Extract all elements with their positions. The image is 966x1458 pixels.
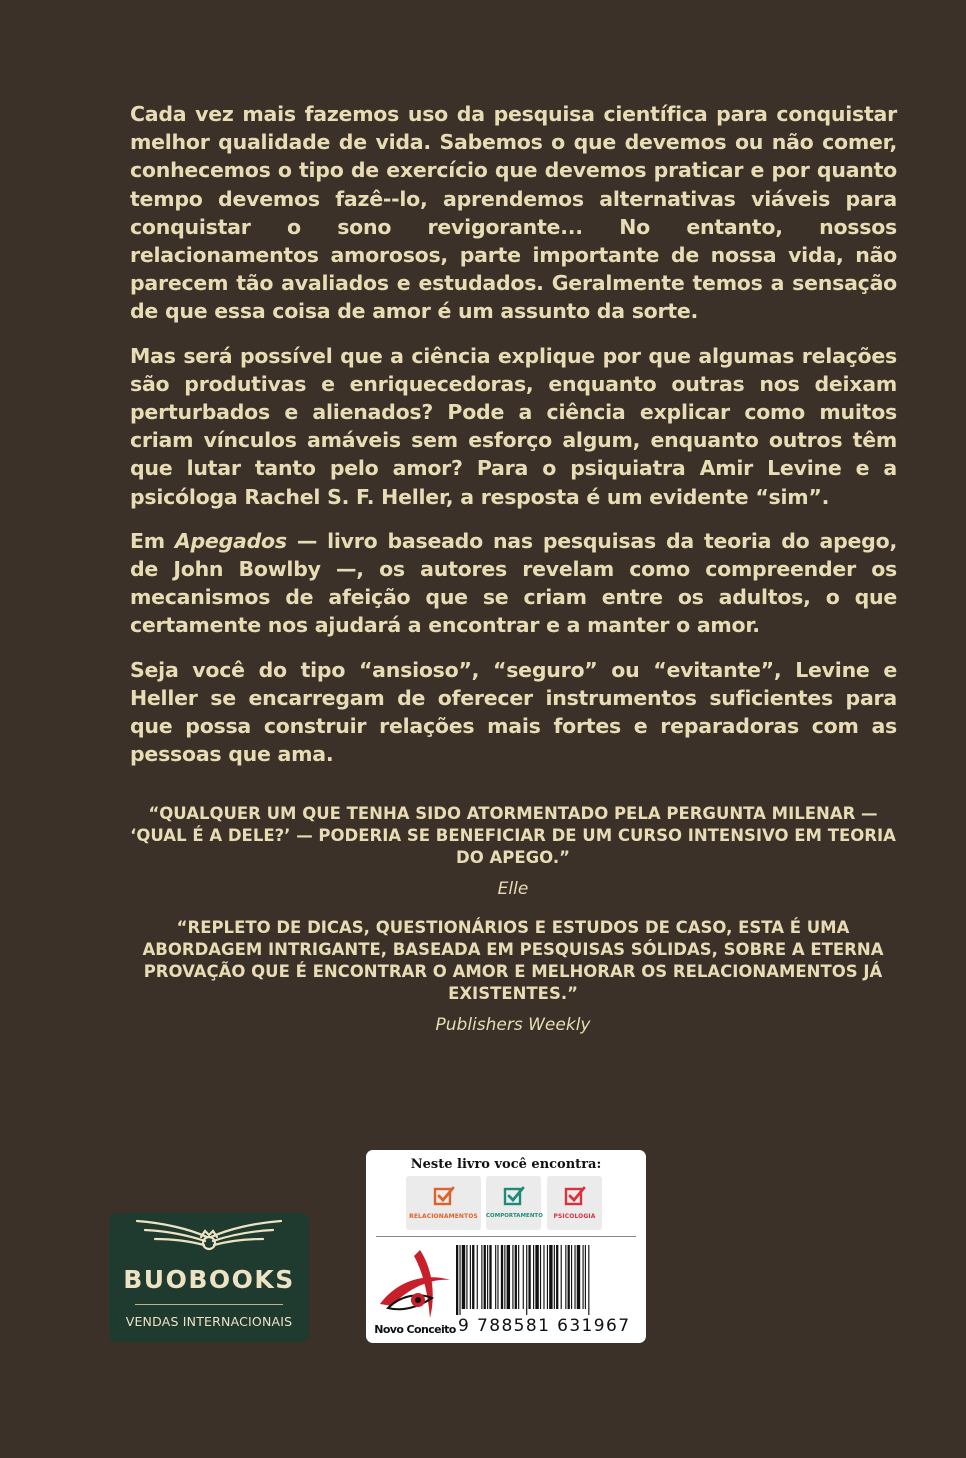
barcode-bar bbox=[568, 1245, 570, 1309]
review-quote-2: “REPLETO DE DICAS, QUESTIONÁRIOS E ESTUDOS DE CASO, ESTA É UMA ABORDAGEM INTRIGANTE, BASEADA EM PESQUISAS SÓLIDAS, SOBRE A ETERNA PROVAÇÃO QUE É ENCONTRAR O AMOR E MELHORAR OS RELACIONAMENTOS JÁ EXISTENTES.” bbox=[142, 918, 884, 1003]
barcode-bar bbox=[481, 1245, 482, 1309]
barcode-bar bbox=[512, 1245, 513, 1309]
barcode-bar bbox=[533, 1245, 534, 1309]
barcode-bar bbox=[462, 1245, 465, 1309]
barcode-bar bbox=[477, 1245, 478, 1309]
barcode-bar bbox=[543, 1245, 544, 1309]
info-barcode-card bbox=[366, 1150, 646, 1343]
review-source-2: Publishers Weekly bbox=[435, 1015, 591, 1035]
book-title-italic: Apegados bbox=[174, 528, 287, 553]
barcode-bar bbox=[565, 1245, 566, 1309]
card-heading: Neste livro você encontra: bbox=[410, 1157, 602, 1172]
isbn-number: 9 788581 631967 bbox=[458, 1316, 631, 1336]
blurb-paragraph-3-start: Em bbox=[130, 528, 175, 553]
category-label: COMPORTAMENTO bbox=[486, 1213, 543, 1219]
isbn-barcode bbox=[454, 1245, 640, 1315]
barcode-bar bbox=[523, 1245, 524, 1309]
barcode-bar bbox=[583, 1245, 584, 1309]
barcode-bar bbox=[556, 1245, 558, 1309]
barcode-bar bbox=[459, 1245, 460, 1315]
barcode-bar bbox=[535, 1245, 538, 1309]
barcode-bar bbox=[528, 1245, 530, 1309]
barcode-bar bbox=[515, 1245, 517, 1309]
barcode-bar bbox=[501, 1245, 503, 1309]
barcode-bar bbox=[504, 1245, 505, 1309]
blurb-paragraph-4: Seja você do tipo “ansioso”, “seguro” ou “evitante”, Levine e Heller se encarregam de oferecer instrumentos suficientes para que possa construir relações mais fortes e reparadoras com as pessoas que ama. bbox=[130, 657, 897, 767]
barcode-bar bbox=[577, 1245, 580, 1309]
blurb-paragraph-3 bbox=[130, 527, 897, 640]
category-relacionamentos bbox=[406, 1176, 481, 1230]
owl-wings-icon bbox=[109, 1207, 309, 1253]
buobooks-logo bbox=[109, 1213, 309, 1342]
barcode-bar bbox=[495, 1245, 496, 1309]
barcode-bar bbox=[487, 1245, 488, 1309]
barcode-bar bbox=[588, 1245, 589, 1315]
barcode-bar bbox=[574, 1245, 575, 1309]
logo-divider bbox=[135, 1304, 283, 1305]
checkbox-check-icon bbox=[502, 1184, 526, 1208]
buobooks-brand: BUOBOOKS bbox=[123, 1265, 295, 1294]
barcode-bar bbox=[518, 1245, 519, 1309]
barcode-bar bbox=[526, 1245, 527, 1315]
category-label: RELACIONAMENTOS bbox=[409, 1213, 478, 1220]
back-cover-blurb bbox=[130, 100, 897, 784]
barcode-bar bbox=[561, 1245, 562, 1309]
category-label: PSICOLOGIA bbox=[553, 1213, 596, 1220]
category-psicologia bbox=[547, 1176, 602, 1230]
barcode-bar bbox=[456, 1245, 458, 1315]
publisher-name: Novo Conceito bbox=[374, 1323, 456, 1336]
barcode-bar bbox=[470, 1245, 471, 1309]
barcode-bar bbox=[554, 1245, 555, 1309]
blurb-paragraph-3-rest: — livro baseado nas pesquisas da teoria do apego, de John Bowlby —, os autores revelam como compreender os mecanismos de afeição que se criam entre os adultos, o que certamente nos ajudará a encontrar e a manter o amor. bbox=[130, 528, 897, 638]
barcode-bar bbox=[497, 1245, 498, 1309]
barcode-bar bbox=[466, 1245, 467, 1309]
barcode-bar bbox=[489, 1245, 491, 1309]
barcode-bar bbox=[507, 1245, 510, 1309]
barcode-bar bbox=[571, 1245, 572, 1309]
buobooks-subtitle: VENDAS INTERNACIONAIS bbox=[125, 1314, 293, 1329]
review-quotes bbox=[120, 803, 906, 1053]
category-comportamento bbox=[486, 1176, 541, 1230]
barcode-bar bbox=[472, 1245, 474, 1309]
card-divider bbox=[376, 1236, 636, 1237]
checkbox-check-icon bbox=[563, 1184, 587, 1208]
barcode-bar bbox=[585, 1245, 586, 1309]
barcode-bar bbox=[547, 1245, 548, 1309]
review-quote-1: “QUALQUER UM QUE TENHA SIDO ATORMENTADO PELA PERGUNTA MILENAR — ‘QUAL É A DELE?’ — PODERIA SE BENEFICIAR DE UM CURSO INTENSIVO EM TEORIA DO APEGO.” bbox=[130, 804, 896, 867]
blurb-paragraph-2: Mas será possível que a ciência explique por que algumas relações são produtivas e enriquecedoras, enquanto outras nos deixam perturbados e alienados? Pode a ciência explicar como muitos criam vínculos amáveis sem esforço algum, enquanto outros têm que lutar tanto pelo amor? Para o psiquiatra Amir Levine e a psicóloga Rachel S. F. Heller, a resposta é um evidente “sim”. bbox=[130, 343, 897, 509]
blurb-paragraph-1: Cada vez mais fazemos uso da pesquisa científica para conquistar melhor qualidade de vida. Sabemos o que devemos ou não comer, conhecemos o tipo de exercício que devemos praticar e por quanto tempo devemos fazê--lo, aprendemos alternativas viáveis para conquistar o sono revigorante... No entanto, nossos relacionamentos amorosos, parte importante de nossa vida, não parecem tão avaliados e estudados. Geralmente temos a sensação de que essa coisa de amor é um assunto da sorte. bbox=[130, 102, 897, 324]
checkbox-check-icon bbox=[432, 1184, 456, 1208]
barcode-bar bbox=[540, 1245, 541, 1309]
barcode-bar bbox=[484, 1245, 486, 1309]
barcode-bar bbox=[549, 1245, 552, 1309]
review-source-1: Elle bbox=[497, 879, 529, 899]
